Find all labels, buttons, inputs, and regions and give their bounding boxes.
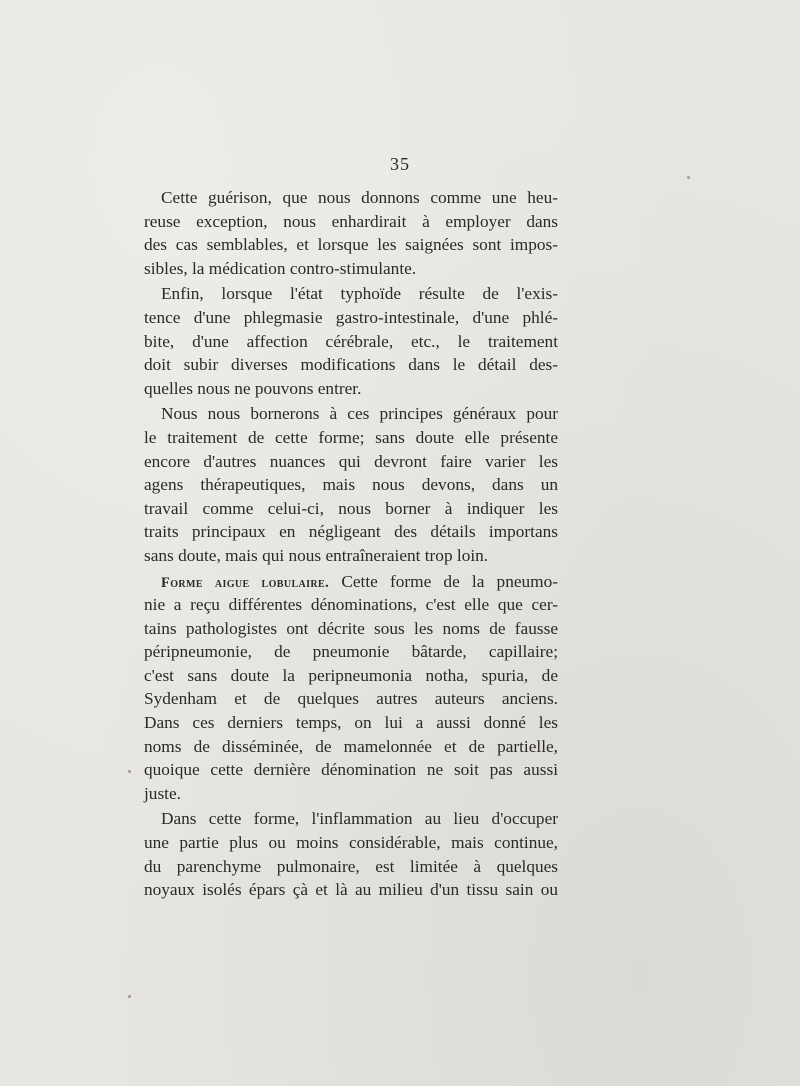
text-line: agens thérapeutiques, mais nous devons, dans un	[144, 475, 558, 495]
text-line: bite, d'une affection cérébrale, etc., le traitement	[144, 331, 558, 351]
text-line: c'est sans doute la peripneumonia notha, spuria, de	[144, 665, 558, 685]
text-line: noyaux isolés épars çà et là au milieu d'un tissu sain ou	[144, 880, 558, 900]
text-line: une partie plus ou moins considérable, mais continue,	[144, 833, 558, 853]
text-line: nie a reçu différentes dénominations, c'est elle que cer-	[144, 595, 558, 615]
text-line: traits principaux en négligeant des détails importans	[144, 522, 558, 542]
text-line: le traitement de cette forme; sans doute elle présente	[144, 427, 558, 447]
text-line: juste.	[144, 783, 181, 803]
text-line: des cas semblables, et lorsque les saignées sont impos-	[144, 235, 558, 255]
text-run: Cette forme de la pneumo-	[341, 571, 558, 591]
text-line: tains pathologistes ont décrite sous les noms de fausse	[144, 618, 558, 638]
text-line: doit subir diverses modifications dans le détail des-	[144, 355, 558, 375]
section-heading: Forme aigue lobulaire.	[161, 574, 330, 591]
paper-speck	[687, 176, 690, 179]
paper-speck	[128, 995, 131, 998]
text-line: sibles, la médication contro-stimulante.	[144, 258, 417, 278]
text-line: quelles nous ne pouvons entrer.	[144, 378, 362, 398]
text-line: tence d'une phlegmasie gastro-intestinale, d'une phlé-	[144, 307, 558, 327]
page-number: 35	[390, 154, 410, 174]
text-line: Sydenham et de quelques autres auteurs anciens.	[144, 689, 558, 709]
text-line: encore d'autres nuances qui devront faire varier les	[144, 451, 558, 471]
text-line: péripneumonie, de pneumonie bâtarde, capillaire;	[144, 642, 558, 662]
text-line: quoique cette dernière dénomination ne soit pas aussi	[144, 760, 558, 780]
text-line: travail comme celui-ci, nous borner à indiquer les	[144, 498, 558, 518]
body-text	[144, 186, 558, 902]
text-line: sans doute, mais qui nous entraîneraient trop loin.	[144, 545, 489, 565]
text-line: reuse exception, nous enhardirait à employer dans	[144, 211, 558, 231]
text-line: du parenchyme pulmonaire, est limitée à quelques	[144, 856, 558, 876]
text-line: noms de disséminée, de mamelonnée et de partielle,	[144, 736, 558, 756]
text-line: Cette guérison, que nous donnons comme une heu-	[161, 188, 558, 207]
text-line: Nous nous bornerons à ces principes généraux pour	[161, 404, 558, 424]
text-line: Dans cette forme, l'inflammation au lieu d'occuper	[161, 809, 558, 829]
text-line: Dans ces derniers temps, on lui a aussi donné les	[144, 713, 558, 733]
text-line	[144, 570, 558, 594]
paper-speck	[128, 770, 131, 773]
text-line: Enfin, lorsque l'état typhoïde résulte de l'exis-	[161, 284, 558, 304]
